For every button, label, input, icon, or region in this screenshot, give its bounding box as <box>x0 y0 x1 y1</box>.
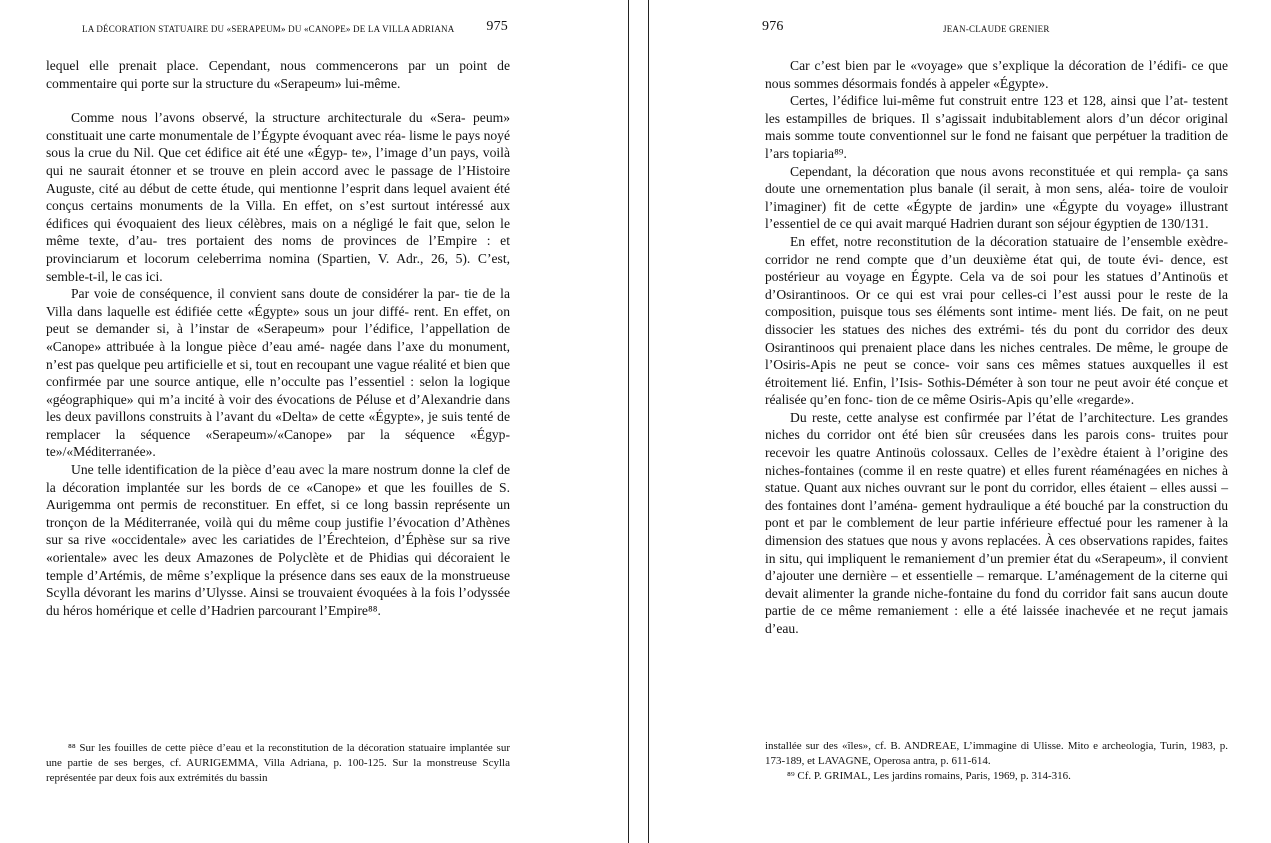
footnotes <box>765 739 1228 784</box>
footnote-88-continued: installée sur des «îles», cf. B. ANDREAE, L’immagine di Ulisse. Mito e archeologia, Turin, 1983, p. 173-189, et LAVAGNE, Operosa antra, p. 611-614. <box>765 740 1228 767</box>
paragraph: Certes, l’édifice lui-même fut construit entre 123 et 128, ainsi que l’at- testent les estampilles de briques. Il s’agissait indubitablement alors d’un décor original mais somme toute conventionnel sur le fond ne faisant que perpétuer la tradition de l’ars topiaria⁸⁹. <box>765 93 1228 161</box>
right-page <box>648 0 1271 843</box>
running-head-title: LA DÉCORATION STATUAIRE DU «SERAPEUM» DU «CANOPE» DE LA VILLA ADRIANA <box>82 24 455 34</box>
paragraph: Comme nous l’avons observé, la structure architecturale du «Sera- peum» constituait une carte monumentale de l’Égypte évoquant avec réa- lisme le pays noyé sous la crue du Nil. Que cet édifice ait été une «Égyp- te», l’image d’un pays, voilà qui ne saurait étonner et se trouve en plein accord avec le passage de l’Histoire Auguste, cité au début de cette étude, qui mentionne l’esprit dans lequel avaient été conçus certains monuments de la Villa. En effet, on s’est surtout intéressé aux édifices qui évoquaient des lieux célèbres, mais on a négligé le fait que, selon le même texte, d’au- tres portaient des noms de provinces de l’Empire : et provinciarum et locorum celeberrima nomina (Spartien, V. Adr., 26, 5). C’est, semble-t-il, le cas ici. <box>46 110 510 284</box>
footnotes <box>46 741 510 786</box>
paragraph: Une telle identification de la pièce d’eau avec la mare nostrum donne la clef de la décoration implantée sur les bords de ce «Canope» et que les fouilles de S. Aurigemma ont permis de reconstituer. En effet, si ce long bassin représente un tronçon de la Méditerranée, voilà qui du même coup justifie l’évocation d’Athènes sur sa rive «occidentale» avec les cariatides de l’Érechteion, d’Éphèse sur sa rive «orientale» avec les deux Amazones de Polyclète et de Phidias qui décoraient le temple d’Artémis, de même s’explique la présence dans ses eaux de la monstrueuse Scylla dévorant les marins d’Ulysse. Ainsi se trouvaient évoquées à la fois l’odyssée du héros homérique et celle d’Hadrien parcourant l’Empire⁸⁸. <box>46 462 510 618</box>
footnote-88: ⁸⁸ Sur les fouilles de cette pièce d’eau et la reconstitution de la décoration statuaire implantée sur une partie de ses berges, cf. AURIGEMMA, Villa Adriana, p. 100-125. Sur la monstreuse Scylla représentée par deux fois aux extrémités du bassin <box>46 742 510 784</box>
paragraph: lequel elle prenait place. Cependant, nous commencerons par un point de commentaire qui porte sur la structure du «Serapeum» lui-même. <box>46 58 510 91</box>
page-number: 976 <box>762 19 784 34</box>
body-text <box>46 57 510 619</box>
running-head-author: JEAN-CLAUDE GRENIER <box>943 24 1050 34</box>
body-text <box>765 57 1228 638</box>
paragraph: Car c’est bien par le «voyage» que s’explique la décoration de l’édifi- ce que nous sommes désormais fondés à appeler «Égypte». <box>765 58 1228 91</box>
left-page <box>0 0 628 843</box>
paragraph: En effet, notre reconstitution de la décoration statuaire de l’ensemble exèdre-corridor ne rend compte que d’un deuxième état qui, de toute évi- dence, est postérieur au voyage en Égypte. Cela va de soi pour les statues d’Antinoüs et d’Osirantinoos. Or ce qui est vrai pour celles-ci l’est aussi pour le reste de la composition, puisque tous ses éléments sont intime- ment liés. De fait, on ne peut dissocier les statues des niches des extrémi- tés du pont du corridor des deux Osirantinoos qui prenaient place dans les niches centrales. De même, le groupe de l’Osiris-Apis ne peut se conce- voir sans ces mêmes statues auxquelles il est étroitement lié. Enfin, l’Isis- Sothis-Déméter à son tour ne peut avoir été conçue et réalisée qu’en fonc- tion de ce même Osiris-Apis qu’elle «regarde». <box>765 233 1228 408</box>
footnote-89: ⁸⁹ Cf. P. GRIMAL, Les jardins romains, Paris, 1969, p. 314-316. <box>787 770 1071 782</box>
page-gutter-left-edge <box>628 0 629 843</box>
paragraph: Du reste, cette analyse est confirmée par l’état de l’architecture. Les grandes niches du corridor ont été bien sûr creusées dans les parois cons- truites pour recevoir les quatre Antinoüs colossaux. Celles de l’exèdre étaient à l’origine des niches-fontaines (comme il en reste quatre) et elles furent réaménagées en niches à statue. Quant aux niches ouvrant sur le pont du corridor, elles étaient – elles aussi – des fontaines dont l’aména- gement hydraulique a été bouché par la construction du pont et par le comblement de leur partie inférieure effectué pour les ramener à la dimension des statues que nous y avons replacées. À ces observations rapides, faites in situ, qui impliquent le remaniement d’un premier état du «Serapeum», il convient d’ajouter une dernière – et essentielle – remarque. L’aménagement de la citerne qui devait alimenter la grande niche-fontaine du fond du corridor fait sans aucun doute partie de ce même remaniement : elle a été laissée inachevée et ne reçut jamais d’eau. <box>765 409 1228 636</box>
paragraph: Cependant, la décoration que nous avons reconstituée et qui rempla- ça sans doute une ornementation plus banale (il serait, à mon sens, aléa- toire de vouloir l’imaginer) fit de cette «Égypte de jardin» une «Égypte du voyage» illustrant l’essentiel de ce qui avait marqué Hadrien durant son séjour égyptien de 130/131. <box>765 163 1228 232</box>
paragraph: Par voie de conséquence, il convient sans doute de considérer la par- tie de la Villa dans laquelle est édifiée cette «Égypte» sous un jour diffé- rent. En effet, on peut se demander si, à l’instar de «Serapeum» pour l’édifice, l’appellation de «Canope» attribuée à la longue pièce d’eau amé- nagée dans l’axe du monument, n’est pas quelque peu artificielle et si, tout en recoupant une vague réalité et bien que confirmée par une source antique, elle n’occulte pas l’essentiel : selon la logique «géographique» qui m’a incité à voir des évocations de Péluse et d’Alexandrie dans les deux pavillons construits à l’avant du «Delta» de cette «Égypte», je suis tenté de remplacer la séquence «Serapeum»/«Canope» par la séquence «Égyp- te»/«Méditerranée». <box>46 286 510 460</box>
page-number: 975 <box>486 19 508 34</box>
